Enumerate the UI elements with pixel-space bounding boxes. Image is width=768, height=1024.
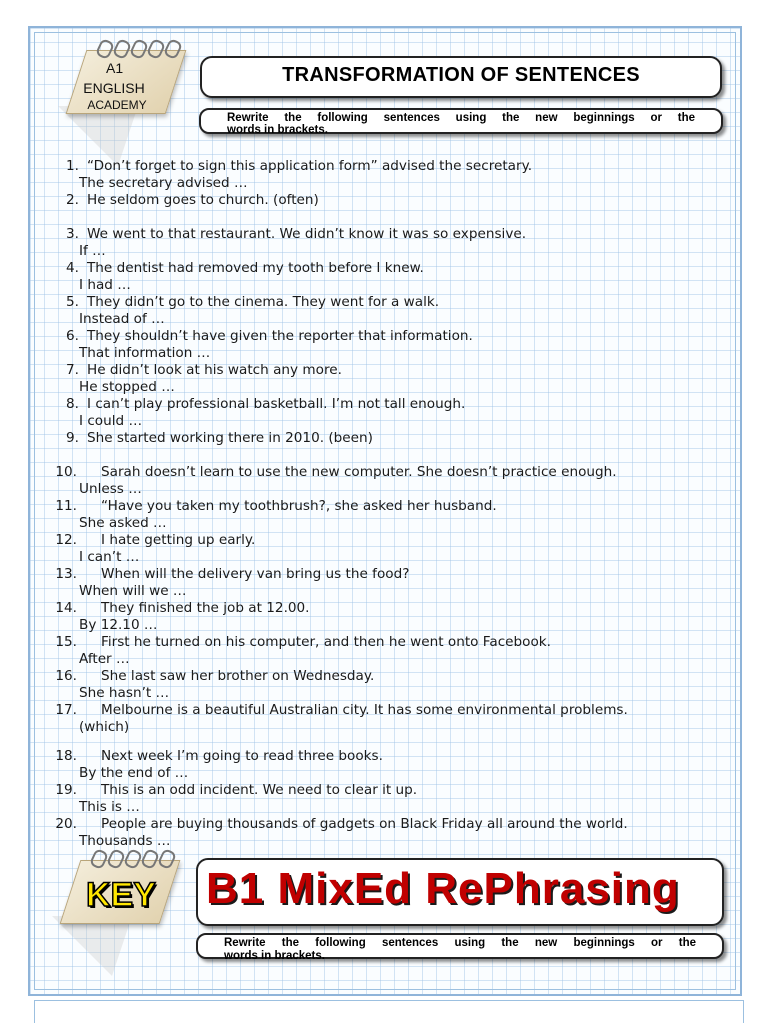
item-number: 11. xyxy=(55,498,77,514)
instruction-box xyxy=(199,108,723,134)
item-number: 13. xyxy=(55,566,77,582)
item-number: 20. xyxy=(55,816,77,832)
item-text: She started working there in 2010. (been) xyxy=(87,430,373,446)
item-prompt: That information … xyxy=(79,345,211,361)
item-text: “Have you taken my toothbrush?, she asked her husband. xyxy=(101,498,497,514)
item-prompt: Thousands … xyxy=(79,833,171,849)
item-text: They shouldn’t have given the reporter that information. xyxy=(87,328,473,344)
key-shadow xyxy=(52,916,132,976)
item-number: 5. xyxy=(66,294,79,310)
item-number: 18. xyxy=(55,748,77,764)
footer-instruction-box xyxy=(196,933,724,962)
item-text: People are buying thousands of gadgets on Black Friday all around the world. xyxy=(101,816,628,832)
item-number: 6. xyxy=(66,328,79,344)
list-item xyxy=(55,294,439,310)
item-text: “Don’t forget to sign this application form” advised the secretary. xyxy=(87,158,533,174)
item-number: 15. xyxy=(55,634,77,650)
item-prompt: Unless … xyxy=(79,481,142,497)
item-number: 19. xyxy=(55,782,77,798)
key-label: KEY xyxy=(86,876,156,914)
spiral-rings-icon xyxy=(98,40,188,62)
list-item xyxy=(55,566,409,582)
item-text: I can’t play professional basketball. I’m not tall enough. xyxy=(87,396,466,412)
item-number: 3. xyxy=(66,226,79,242)
banner-title: B1 MixEd RePhrasing xyxy=(206,864,680,913)
item-prompt: (which) xyxy=(79,719,130,735)
item-number: 12. xyxy=(55,532,77,548)
list-item xyxy=(55,634,551,650)
instruction-line2: words in brackets. xyxy=(227,124,328,136)
list-item xyxy=(55,464,617,480)
item-prompt: After … xyxy=(79,651,130,667)
item-text: This is an odd incident. We need to clear it up. xyxy=(101,782,418,798)
notebook-key xyxy=(52,850,170,922)
footer-instruction-line1: Rewrite the following sentences using the new beginnings or the xyxy=(224,937,696,949)
key-spiral-rings-icon xyxy=(92,850,182,872)
item-prompt: Instead of … xyxy=(79,311,165,327)
list-item xyxy=(55,226,526,242)
list-item xyxy=(55,328,473,344)
item-prompt: She hasn’t … xyxy=(79,685,170,701)
item-prompt: By 12.10 … xyxy=(79,617,158,633)
list-item xyxy=(55,362,342,378)
item-prompt: I could … xyxy=(79,413,143,429)
item-prompt: I had … xyxy=(79,277,131,293)
list-item xyxy=(55,702,628,718)
item-text: We went to that restaurant. We didn’t know it was so expensive. xyxy=(87,226,527,242)
item-number: 16. xyxy=(55,668,77,684)
item-text: When will the delivery van bring us the food? xyxy=(101,566,410,582)
item-number: 10. xyxy=(55,464,77,480)
item-prompt: The secretary advised … xyxy=(79,175,248,191)
item-prompt: This is … xyxy=(79,799,140,815)
title-box xyxy=(200,56,722,98)
item-text: Melbourne is a beautiful Australian city. It has some environmental problems. xyxy=(101,702,628,718)
item-number: 2. xyxy=(66,192,79,208)
item-number: 8. xyxy=(66,396,79,412)
item-number: 9. xyxy=(66,430,79,446)
logo-line3: ACADEMY xyxy=(87,98,147,112)
item-prompt: By the end of … xyxy=(79,765,189,781)
footer-instruction-line2: words in brackets. xyxy=(224,950,325,962)
list-item xyxy=(55,816,628,832)
list-item xyxy=(55,532,255,548)
list-item xyxy=(55,260,424,276)
item-text: She last saw her brother on Wednesday. xyxy=(101,668,375,684)
item-prompt: I can’t … xyxy=(79,549,140,565)
bottom-frame xyxy=(34,1000,744,1023)
item-text: He seldom goes to church. (often) xyxy=(87,192,319,208)
page-title: TRANSFORMATION OF SENTENCES xyxy=(282,64,640,86)
item-number: 1. xyxy=(66,158,79,174)
list-item xyxy=(55,782,417,798)
item-prompt: He stopped … xyxy=(79,379,175,395)
item-text: Next week I’m going to read three books. xyxy=(101,748,383,764)
item-text: First he turned on his computer, and then he went onto Facebook. xyxy=(101,634,551,650)
item-text: Sarah doesn’t learn to use the new computer. She doesn’t practice enough. xyxy=(101,464,617,480)
item-number: 7. xyxy=(66,362,79,378)
logo-shadow xyxy=(58,106,138,166)
list-item xyxy=(55,158,532,174)
logo-line1: A1 xyxy=(106,60,124,76)
list-item xyxy=(55,600,310,616)
banner-box xyxy=(196,858,724,926)
item-text: They didn’t go to the cinema. They went for a walk. xyxy=(87,294,440,310)
list-item xyxy=(55,396,465,412)
logo-line2: ENGLISH xyxy=(83,80,145,96)
item-number: 17. xyxy=(55,702,77,718)
item-text: The dentist had removed my tooth before I knew. xyxy=(87,260,424,276)
list-item xyxy=(55,668,374,684)
item-number: 14. xyxy=(55,600,77,616)
list-item xyxy=(55,430,373,446)
item-text: I hate getting up early. xyxy=(101,532,256,548)
instruction-line1: Rewrite the following sentences using the new beginnings or the xyxy=(227,112,695,124)
list-item xyxy=(55,192,319,208)
notebook-logo xyxy=(58,40,176,112)
item-prompt: She asked … xyxy=(79,515,167,531)
list-item xyxy=(55,748,383,764)
item-prompt: When will we … xyxy=(79,583,187,599)
item-number: 4. xyxy=(66,260,79,276)
item-text: He didn’t look at his watch any more. xyxy=(87,362,342,378)
list-item xyxy=(55,498,497,514)
item-text: They finished the job at 12.00. xyxy=(101,600,310,616)
item-prompt: If … xyxy=(79,243,106,259)
